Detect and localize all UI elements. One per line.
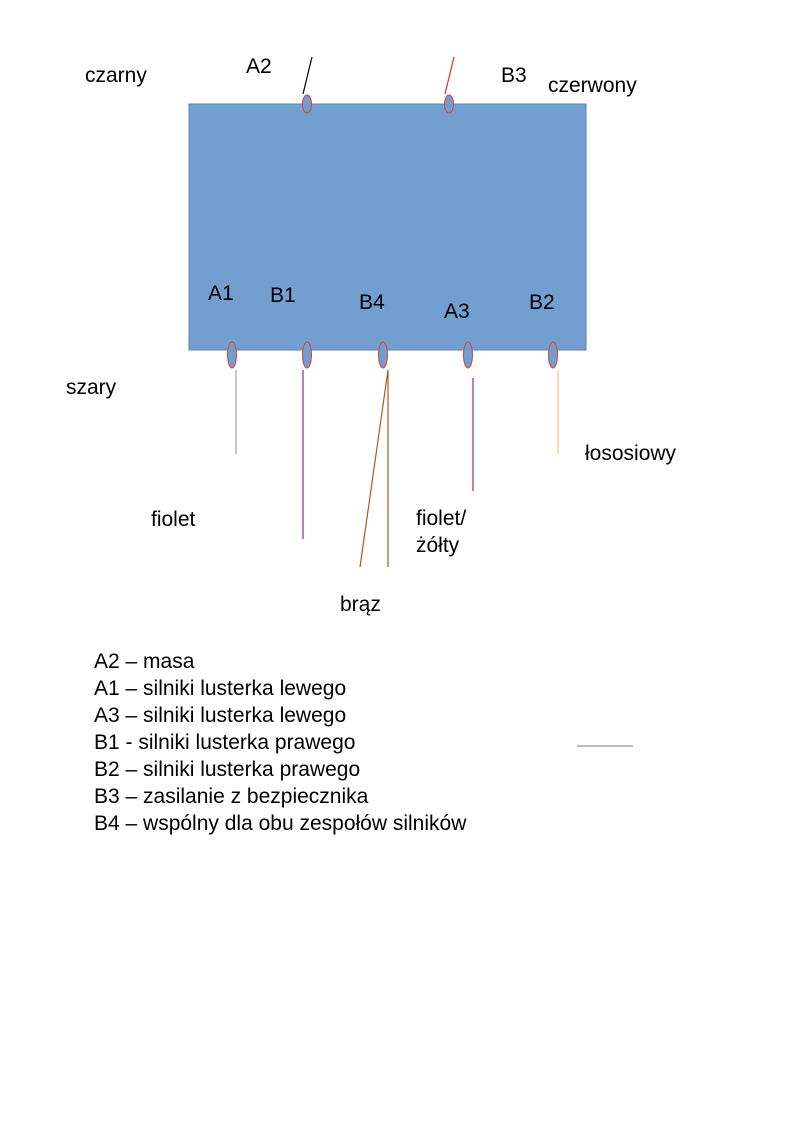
wire-color-label-b2: łososiowy xyxy=(585,442,677,465)
pin-label-a1: A1 xyxy=(208,282,234,305)
legend-item: B3 – zasilanie z bezpiecznika xyxy=(94,785,369,808)
pin-label-b2: B2 xyxy=(529,291,555,314)
wire-color-label-b1: fiolet xyxy=(151,508,196,531)
legend-item: B2 – silniki lusterka prawego xyxy=(94,758,361,781)
wire-color-label-a1: szary xyxy=(66,376,117,399)
pin-a1 xyxy=(228,342,237,368)
wire-b4-a xyxy=(360,370,388,567)
connector-body xyxy=(189,104,586,350)
wire-a2 xyxy=(303,57,312,94)
pin-legend xyxy=(94,648,466,837)
wire-color-label-a3-line1: fiolet/ xyxy=(416,507,467,530)
wire-color-label-a3-line2: żółty xyxy=(416,534,460,557)
pin-label-a3: A3 xyxy=(444,300,470,323)
wire-color-label-b4: brąz xyxy=(340,593,381,616)
wire-color-label-b3: czerwony xyxy=(548,74,637,97)
pin-a2 xyxy=(303,95,312,113)
wire-color-label-a3 xyxy=(416,505,466,559)
pin-label-b1: B1 xyxy=(270,284,296,307)
wire-color-label-a2: czarny xyxy=(85,64,147,87)
wire-b3 xyxy=(445,57,454,94)
legend-item: B4 – wspólny dla obu zespołów silników xyxy=(94,812,467,835)
pin-b2 xyxy=(549,342,558,368)
legend-item: A3 – silniki lusterka lewego xyxy=(94,704,347,727)
pin-label-b4: B4 xyxy=(359,291,385,314)
pin-a3 xyxy=(464,342,473,368)
pin-b1 xyxy=(303,342,312,368)
pin-b4 xyxy=(379,342,388,368)
pin-label-a2: A2 xyxy=(246,55,272,78)
pin-label-b3: B3 xyxy=(501,64,527,87)
legend-item: A1 – silniki lusterka lewego xyxy=(94,677,347,700)
pin-b3 xyxy=(445,95,454,113)
legend-item: A2 – masa xyxy=(94,650,195,673)
legend-item: B1 - silniki lusterka prawego xyxy=(94,731,356,754)
